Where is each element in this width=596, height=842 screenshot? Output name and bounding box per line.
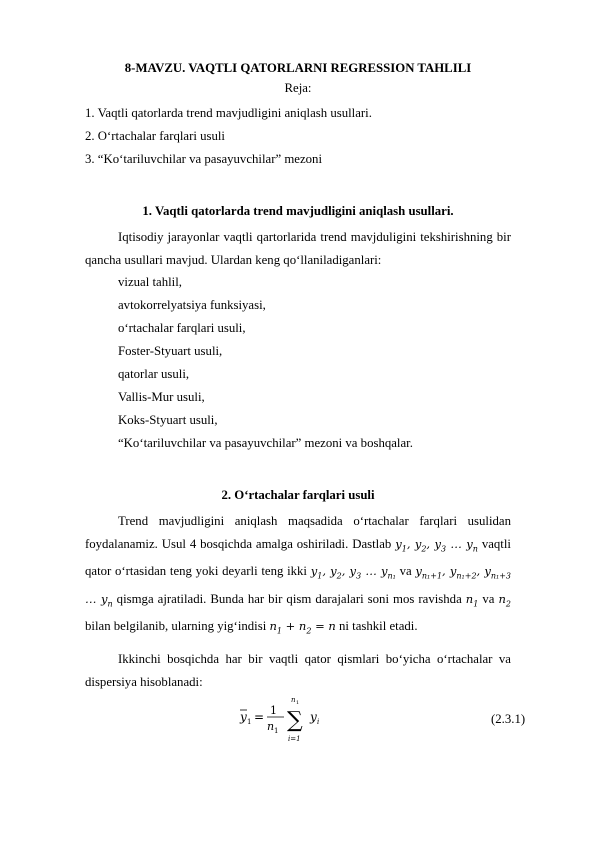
svg-text:i: i [317, 718, 320, 726]
svg-text:1: 1 [270, 704, 277, 717]
svg-text:1: 1 [274, 727, 279, 735]
section2-paragraph-2: Ikkinchi bosqichda har bir vaqtli qator qismlari bo‘yicha o‘rtachalar va dispersiya hisoblanadi: [85, 652, 511, 689]
method-list-item: vizual tahlil, [118, 275, 182, 289]
svg-text:n: n [291, 696, 296, 704]
method-list-item: Vallis-Mur usuli, [118, 390, 205, 404]
svg-text:y: y [240, 710, 247, 724]
plan-item: 2. O‘rtachalar farqlari usuli [85, 129, 225, 143]
plan-label: Reja: [284, 81, 312, 95]
section1-intro: Iqtisodiy jarayonlar vaqtli qartorlarida trend mavjduligini tekshirishning bir qancha usullari mavjud. Ulardan keng qo‘llaniladiganlari: [85, 230, 511, 267]
svg-text:i=1: i=1 [288, 735, 301, 743]
plan-item: 1. Vaqtli qatorlarda trend mavjudligini aniqlash usullari. [85, 106, 372, 120]
page-title: 8-MAVZU. VAQTLI QATORLARNI REGRESSION TAHLILI [124, 61, 472, 75]
svg-text:=: = [254, 710, 265, 724]
svg-text:y: y [310, 710, 317, 724]
method-list-item: “Ko‘tariluvchilar va pasayuvchilar” mezoni va boshqalar. [118, 436, 413, 450]
section-heading-2: 2. O‘rtachalar farqlari usuli [221, 488, 375, 502]
svg-text:1: 1 [296, 700, 300, 706]
equation-number: (2.3.1) [491, 712, 526, 726]
method-list-item: Koks-Styuart usuli, [118, 413, 218, 427]
mean-formula [238, 694, 358, 744]
method-list-item: o‘rtachalar farqlari usuli, [118, 321, 246, 335]
svg-text:∑: ∑ [287, 708, 303, 733]
method-list-item: qatorlar usuli, [118, 367, 190, 381]
section2-paragraph-1: Trend mavjudligini aniqlash maqsadida o‘rtachalar farqlari usulidan foydalanamiz. Usul 4 bosqichda amalga oshiriladi. Dastlab $y_1$, $y_2$, $y_3$ … $y_n$ vaqtli qator o‘rtasidan teng yoki deyarli teng ikki $y_1$, $y_2$, $y_3$ … $y_{n_1}$ va $y_{n_1+1}$, $y_{n_1+2}$, $y_{n_1+3}$ … $y_n$ qismga ajratiladi. Bunda har bir qism darajalari soni mos ravishda $n_1$ va $n_2$ bilan belgilanib, ularning yig‘indisi $n_1 + n_2 = n$ ni tashkil etadi. [85, 514, 512, 636]
section-heading-1: 1. Vaqtli qatorlarda trend mavjudligini aniqlash usullari. [142, 204, 454, 218]
method-list-item: Foster-Styuart usuli, [118, 344, 223, 358]
svg-text:n: n [267, 720, 275, 733]
svg-text:1: 1 [247, 718, 252, 726]
method-list-item: avtokorrelyatsiya funksiyasi, [118, 298, 266, 312]
plan-item: 3. “Ko‘tariluvchilar va pasayuvchilar” mezoni [85, 152, 322, 166]
